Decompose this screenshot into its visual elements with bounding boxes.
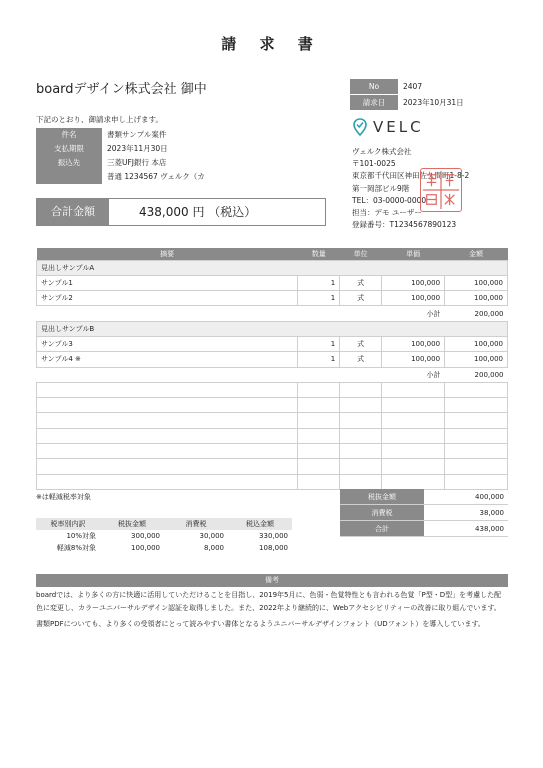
info-row-due-date [36, 142, 230, 156]
table-row: 軽減8%対象 100,000 8,000 108,000 [56, 544, 288, 552]
info-value: 2023年11月30日 [107, 144, 168, 153]
table-row: 10%対象 300,000 30,000 330,000 [66, 532, 288, 540]
tax-col-tax: 消費税 [164, 518, 228, 530]
amount-summary [340, 489, 508, 537]
empty-row [37, 428, 508, 443]
meta-label: No [350, 79, 398, 94]
empty-row [37, 382, 508, 397]
issuer-address: 東京都千代田区神田佐久間町1-8-2 [352, 171, 470, 181]
empty-row [37, 413, 508, 428]
invoice-meta [350, 79, 508, 111]
issuer-building: 第一岡部ビル9階 [352, 183, 410, 193]
empty-row [37, 398, 508, 413]
subtotal-row: 小計 200,000 [37, 306, 508, 321]
summary-row-total: 合計 438,000 [340, 521, 508, 537]
total-value: 438,000 円 （税込） [139, 205, 257, 219]
invoice-info [36, 128, 230, 184]
info-label [36, 170, 102, 184]
col-unit: 単位 [340, 248, 382, 260]
info-row-subject [36, 128, 230, 142]
meta-label: 請求日 [350, 95, 398, 110]
client-name: boardデザイン株式会社 御中 [36, 82, 207, 97]
col-amount: 金額 [445, 248, 508, 260]
table-row: サンプル3 1 式 100,000 100,000 [37, 336, 508, 351]
remarks-title: 備考 [36, 574, 508, 587]
section-heading-row: 見出しサンプルB [37, 321, 508, 336]
line-items-header [37, 248, 508, 260]
meta-value: 2023年10月31日 [403, 98, 464, 107]
meta-row-number [350, 79, 508, 94]
info-value: 三菱UFJ銀行 本店 [107, 158, 167, 167]
issuer-tel: TEL：03-0000-0000 [352, 195, 427, 205]
tax-breakdown-table [36, 518, 292, 554]
info-row-account [36, 170, 230, 184]
document-title: 請 求 書 [221, 35, 322, 53]
info-row-bank [36, 156, 230, 170]
meta-row-date [350, 95, 508, 110]
reduced-tax-note: ※は軽減税率対象 [36, 493, 91, 501]
col-quantity: 数量 [298, 248, 340, 260]
info-value: 書類サンプル案件 [107, 130, 167, 139]
remarks-paragraph: 書類PDFについても、より多くの受領者にとって読みやすい書体となるようユニバーサルデザインフォント（UDフォント）を導入しています。 [36, 620, 485, 628]
issuer-name: ヴェルク株式会社 [352, 147, 412, 156]
issuer-registration: 登録番号：T1234567890123 [352, 220, 457, 230]
line-items-table [36, 248, 508, 490]
meta-value: 2407 [403, 82, 423, 91]
col-description: 摘要 [37, 248, 298, 260]
subtotal-row: 小計 200,000 [37, 367, 508, 382]
section-heading-row: 見出しサンプルA [37, 260, 508, 275]
lead-text: 下記のとおり、御請求申し上げます。 [36, 115, 163, 124]
info-label: 支払期限 [36, 142, 102, 156]
company-logo [352, 118, 424, 136]
table-row: サンプル4 ※ 1 式 100,000 100,000 [37, 352, 508, 367]
tax-col-gross: 税込金額 [228, 518, 292, 530]
col-unit-price: 単価 [382, 248, 445, 260]
empty-row [37, 444, 508, 459]
info-value: 普通 1234567 ヴェルク（カ [107, 172, 205, 181]
table-row: サンプル1 1 式 100,000 100,000 [37, 275, 508, 290]
empty-row [37, 474, 508, 489]
summary-row-subtotal: 税抜金額 400,000 [340, 489, 508, 505]
map-pin-icon [352, 118, 368, 136]
info-label: 件名 [36, 128, 102, 142]
total-label: 合計金額 [37, 199, 109, 225]
tax-col-rate: 税率別内訳 [36, 518, 100, 530]
summary-row-tax: 消費税 38,000 [340, 505, 508, 521]
total-amount-box [36, 198, 326, 226]
table-row: サンプル2 1 式 100,000 100,000 [37, 291, 508, 306]
logo-text: VELC [373, 118, 424, 136]
remarks-paragraph: boardでは、より多くの方に快適に活用していただけることを目指し、2019年5月に、色弱・色覚特性とも言われる色覚「P型・D型」を考慮した配色に変更し、カラーユニバーサルデザイン認証を取得しました。また、2022年より継続的に、Webアクセシビリティーの改善に取り組んでいます。 [36, 591, 502, 612]
info-label: 振込先 [36, 156, 102, 170]
remarks-body [36, 589, 508, 631]
tax-col-net: 税抜金額 [100, 518, 164, 530]
company-seal-stamp [420, 168, 462, 212]
empty-row [37, 459, 508, 474]
issuer-postal: 〒101-0025 [352, 159, 396, 169]
issuer-contact: 担当：デモ ユーザー [352, 208, 422, 218]
